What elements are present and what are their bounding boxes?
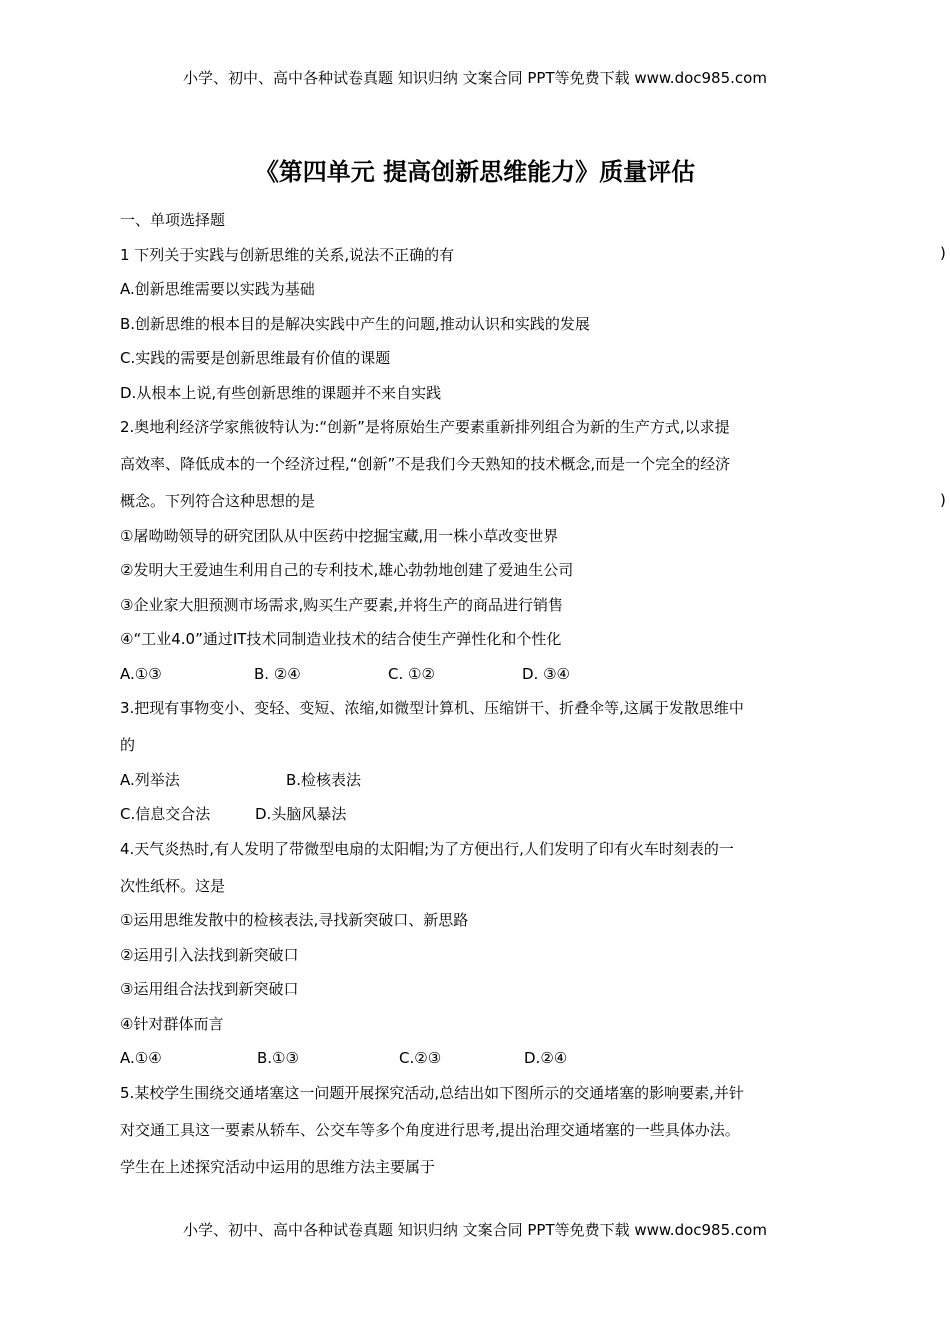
q4-option-b: B.①③ <box>257 1049 299 1067</box>
q3-stem-line: 3.把现有事物变小、变轻、变短、浓缩,如微型计算机、压缩饼干、折叠伞等,这属于发散思维中 <box>120 699 744 717</box>
q2-stem-line: 概念。下列符合这种思想的是 <box>120 492 316 510</box>
q1-option-c: C.实践的需要是创新思维最有价值的课题 <box>120 349 391 367</box>
q5-stem-line: 5.某校学生围绕交通堵塞这一问题开展探究活动,总结出如下图所示的交通堵塞的影响要素,并针 <box>120 1083 744 1102</box>
q2-item: ①屠呦呦领导的研究团队从中医药中挖掘宝藏,用一株小草改变世界 <box>120 526 559 545</box>
q2-option-d: D. ③④ <box>522 664 570 683</box>
answer-paren-q2: ) <box>940 491 946 509</box>
q2-stem-line: 2.奥地利经济学家熊彼特认为:“创新”是将原始生产要素重新排列组合为新的生产方式,以求提 <box>120 418 730 436</box>
q2-option-c: C. ①② <box>388 664 435 683</box>
q4-option-c: C.②③ <box>399 1049 442 1067</box>
answer-paren-q1: ) <box>940 244 946 262</box>
q4-item: ④针对群体而言 <box>120 1014 224 1033</box>
q3-option-a: A.列举法 <box>120 770 180 789</box>
q3-option-b: B.检核表法 <box>286 770 362 789</box>
q4-option-a: A.①④ <box>120 1049 162 1067</box>
document-body <box>120 209 840 1190</box>
q2-option-b: B. ②④ <box>254 664 301 683</box>
q3-options-row <box>120 803 840 838</box>
q2-item: ③企业家大胆预测市场需求,购买生产要素,并将生产的商品进行销售 <box>120 595 563 614</box>
q5-stem-line: 学生在上述探究活动中运用的思维方法主要属于 <box>120 1157 436 1176</box>
q1-option-a: A.创新思维需要以实践为基础 <box>120 280 315 298</box>
q4-stem-line: 次性纸杯。这是 <box>120 876 226 895</box>
q4-options <box>120 1047 840 1082</box>
q2-item: ②发明大王爱迪生利用自己的专利技术,雄心勃勃地创建了爱迪生公司 <box>120 561 574 579</box>
q4-item: ②运用引入法找到新突破口 <box>120 945 299 964</box>
q4-stem-line: 4.天气炎热时,有人发明了带微型电扇的太阳帽;为了方便出行,人们发明了印有火车时刻表的一 <box>120 839 734 858</box>
page-header: 小学、初中、高中各种试卷真题 知识归纳 文案合同 PPT等免费下载 www.doc985.com <box>183 69 767 87</box>
q2-stem-line: 高效率、降低成本的一个经济过程,“创新”不是我们今天熟知的技术概念,而是一个完全的经济 <box>120 455 731 473</box>
q5-stem-line: 对交通工具这一要素从轿车、公交车等多个角度进行思考,提出治理交通堵塞的一些具体办法。 <box>120 1120 740 1139</box>
page-footer: 小学、初中、高中各种试卷真题 知识归纳 文案合同 PPT等免费下载 www.doc985.com <box>183 1221 767 1239</box>
q4-item: ①运用思维发散中的检核表法,寻找新突破口、新思路 <box>120 911 469 929</box>
q3-stem-line: 的 <box>120 736 136 754</box>
q1-option-d: D.从根本上说,有些创新思维的课题并不来自实践 <box>120 383 442 402</box>
q2-item: ④“工业4.0”通过IT技术同制造业技术的结合使生产弹性化和个性化 <box>120 630 562 648</box>
q3-option-c: C.信息交合法 <box>120 805 211 823</box>
q2-option-a: A.①③ <box>120 664 162 683</box>
q3-options-row <box>120 769 840 804</box>
q1-option-b: B.创新思维的根本目的是解决实践中产生的问题,推动认识和实践的发展 <box>120 314 590 333</box>
q4-item: ③运用组合法找到新突破口 <box>120 980 299 998</box>
q3-option-d: D.头脑风暴法 <box>255 805 347 823</box>
section-heading: 一、单项选择题 <box>120 211 226 229</box>
q2-options <box>120 663 840 698</box>
q1-stem: 1 下列关于实践与创新思维的关系,说法不正确的有 <box>120 245 455 264</box>
document-title: 《第四单元 提高创新思维能力》质量评估 <box>254 158 696 186</box>
q4-option-d: D.②④ <box>524 1049 568 1067</box>
